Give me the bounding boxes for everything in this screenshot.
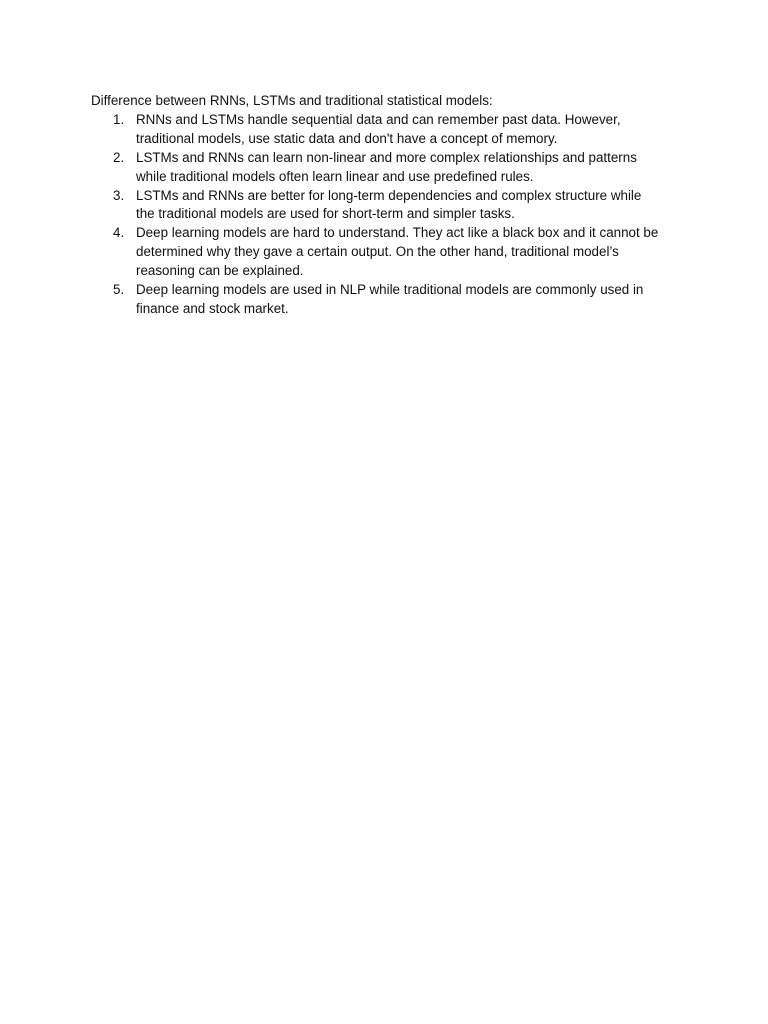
list-item-number: 4. — [113, 225, 125, 241]
list-item-text-line: the traditional models are used for short-term and simpler tasks. — [136, 206, 515, 222]
list-item-number: 2. — [113, 149, 125, 165]
list-item-text-line: reasoning can be explained. — [136, 263, 304, 279]
list-item — [91, 111, 691, 149]
list-item-text-line: determined why they gave a certain output. On the other hand, traditional model’s — [136, 244, 619, 260]
list-item-number: 3. — [113, 187, 125, 203]
list-item-text-line: while traditional models often learn linear and use predefined rules. — [136, 168, 534, 184]
list-item-number: 5. — [113, 282, 125, 298]
document-body — [91, 92, 691, 319]
list-item-text-line: LSTMs and RNNs are better for long-term dependencies and complex structure while — [136, 187, 642, 203]
list-item — [91, 149, 691, 187]
list-item — [91, 224, 691, 281]
list-item-text-line: LSTMs and RNNs can learn non-linear and more complex relationships and patterns — [136, 149, 637, 165]
list-item-text-line: finance and stock market. — [136, 300, 289, 316]
document-heading: Difference between RNNs, LSTMs and traditional statistical models: — [91, 93, 493, 108]
differences-list — [91, 111, 691, 319]
list-item-number: 1. — [113, 111, 125, 127]
list-item-text-line: Deep learning models are used in NLP while traditional models are commonly used in — [136, 282, 644, 298]
list-item-text-line: RNNs and LSTMs handle sequential data and can remember past data. However, — [136, 111, 621, 127]
list-item — [91, 187, 691, 225]
list-item — [91, 281, 691, 319]
list-item-text-line: traditional models, use static data and don't have a concept of memory. — [136, 130, 558, 146]
list-item-text-line: Deep learning models are hard to understand. They act like a black box and it cannot be — [136, 225, 659, 241]
